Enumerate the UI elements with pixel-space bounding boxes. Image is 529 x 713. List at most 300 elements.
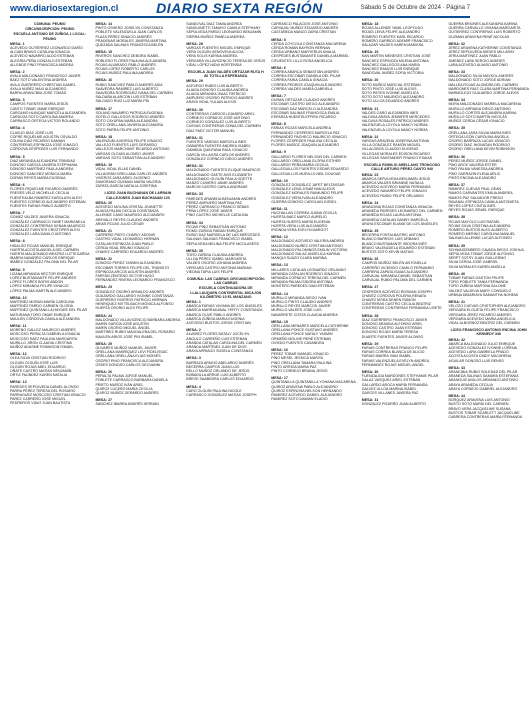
list-item: SEPULVEDA MELINA FELIPE NICOLASESS [186,241,259,246]
names-list [95,233,180,254]
list-item: SOTO ORELLANA JAVIERA ALEJANDRA [95,123,164,128]
list-item: GUERRA DONOSO CAROLAIN GISSEL [271,199,337,204]
list-item: GONZALEZ LEIVA JONATHAN ALEXIS [271,187,335,192]
list-item: SOTO MUÑOZ MARCIAL ESTEBAN [361,82,421,87]
names-list [186,361,265,382]
list-item: VIDAL LÓPEZ NIDIA HORTENSIA [186,62,242,67]
list-item: FERNANDEZ ROJAS MIGUEL ANGEL [361,362,425,367]
mesa-heading: MESA: 18 [95,134,113,139]
list-item: VERGARA ACEVEDO MARIA ANGELICA [448,316,516,321]
list-item: REYES ROJAS ISRAEL ENRIQUE [448,208,505,213]
list-item: MARÍN OSORIO MIGUEL ÁNGEL [95,326,151,331]
names-list [186,225,265,246]
list-item: LÓPEZ PALMA MARTÍN ALEJANDRO [10,288,72,293]
list-item: ARAYA VIDAL YULIAN ALEXIS [186,100,237,105]
mesa-heading: MESA: 7 [10,211,25,216]
list-item: FERNANDEZ CESPEDES MARCELA PAZ [271,130,340,135]
page-header [0,0,480,16]
list-item: CORNEJO GONZALEZ LUIS ALBERTO [186,120,251,125]
list-item: ROJAS PINO SEBASTIÁN ANTONIO [186,224,247,229]
list-item: DIAZ MIRANDA ALEJANDRA TRINIDAD [10,158,76,163]
names-list [10,272,89,293]
list-item: BARRAZA ARMIJO ABELARDO ANDRÉS [186,360,254,365]
list-item: GALLARDO PEÑA MARÍA CECILIA [271,163,329,168]
list-item: JIMENEZ LARA SERGIO ANDRES [448,58,505,63]
names-list [10,215,89,236]
list-item: VIEDMA TAPIA LUIS FELIPE [186,269,234,274]
list-item: OVIEDO FUENTES CASANDRA [271,340,324,345]
list-item: ABARCA VALDES BRIANNE NATALIA [361,180,424,185]
names-list [186,168,265,189]
list-item: MALDONADO SALAZ ANGÉLICA KARINA [271,251,340,256]
mesa-heading: MESA: 30 [361,370,379,375]
list-item: SILVA CERDA JOSÉ GABRIEL [448,260,499,265]
list-item: MIRANDA CORNEJO TERESA DEL CARMEN [271,275,346,280]
list-item: CHAVEZ MORA DENEN RAMON [361,297,416,302]
names-list [448,220,529,241]
list-item: CATALAN ESPINOZA JUAN PABLO [95,241,154,246]
names-list [448,248,529,269]
mesa-heading: MESA: 37 [448,182,466,187]
names-list [271,352,355,373]
list-item: ALLENDE PINO FRANCISCA ANDREA [10,62,74,67]
list-item: MALDONADO ACEVEDO VALERIA ANDREA [271,239,345,244]
list-item: FERNANDEZ PACHECO MAURICIO IGNACIO [271,134,347,139]
mesa-heading: MESA: 38 [448,215,466,220]
list-item: DUARTE FUENTES JAVIER ALONSO [361,334,424,339]
list-item: ROMERO FUENTES KARL RICARDO [361,34,424,39]
names-list [271,98,355,119]
list-item: ORELLANA ORELLANA ELIAS MOISÉS [95,354,161,359]
list-item: DONOSO MARTÍNEZ PAULA ANDREA [10,167,74,172]
list-item: LARA ACEVEDO ALVARO ANTONIO [448,62,508,67]
list-item: VARGAS ARAVENA JOSEFINA ANTONIA [361,139,430,144]
names-list [362,139,443,160]
list-item: IBÁÑEZ GONZÁLEZ PALOMA DEL PILAR [10,260,79,265]
list-item: GONZÁLEZ CORNEJO DIEGO ANDRÉS [186,156,253,161]
mesa-heading: MESA: 34 [186,220,203,225]
list-item: SOTELO GALLEGOS RODRIGO ANDRÉS [95,115,165,120]
list-item: ROJAS LOPEZ ROBERTO CARLOS [95,67,155,72]
list-item: ACEVEDO MOLINA CRISTAL JEANETTE [95,204,163,209]
list-item: LIZANA MIRANDA HÉCTOR ENRIQUE [10,271,74,276]
list-item: MOSCOSO SAEZ PAULINA MARGARITA [10,336,78,341]
list-item: MAULÉN CÓRDOVA CAMILA ALEJANDRA [10,316,80,321]
list-item: AYALA MALDONADO FRANCISCO JAVIER [10,74,81,79]
list-item: MARDONES RUIZ CLARA MARTINA FERNANDA [448,86,529,91]
list-item: URBINA DIMARIAYA SAMANTHA NOHEMI [448,292,518,297]
site-url[interactable]: www.diariosextaregion.cl [10,3,119,13]
mesa-heading: MESA: 23 [95,285,113,290]
list-item: ALLENDE CANO MAURICIO ALEJANDRO [95,213,165,218]
list-item: SOLANO NAVARRO PATRICIA EUGENIA [95,110,163,115]
names-list [362,374,443,395]
list-item: ABARCA ZÚÑIGA MARIA EUGENIA [186,316,245,321]
mesa-heading: MESA: 2 [10,70,25,75]
mesa-heading: MESA: 33 [448,70,466,75]
list-item: VERA SOLIS KARINA ANDREA [186,54,238,59]
list-item: BLANCO BARRIOS LUIS URBANO [361,237,420,242]
list-item: PINO PALMA VANESSA ANDREA [448,167,504,172]
list-item: GUTIERREZ CONTRERAS LUIS ROBERTO [448,30,521,35]
list-item: FARIAS ROJAS MARCELA ANDREA [271,126,331,131]
list-item: PAREDES ARANEDA BENJAMIN ANDRÉS [186,196,257,201]
list-item: ZAPATA GARCÍA NATALIA JOSEFINA [95,184,157,189]
list-item: ARAYA CORNEJO GABRIEL ALEJANDRO [448,386,518,391]
mesa-heading: MESA: 20 [361,78,379,83]
list-item: GALAZ VASQUEZ ARIEL ESTEBAN [361,378,421,383]
names-list [186,253,265,274]
list-item: ACEVEDO BUSTOS JORGE CRISTIAN [186,321,251,325]
list-item: QUIROZ LUCERO MARÍA CECILIA [95,386,153,391]
mesa-heading: MESA: 6 [10,182,25,187]
names-list [362,83,443,104]
list-item: GAMBOA QUINTANA RAUL IGNACIO [186,148,248,153]
list-item: REYES LÓPEZ CINTIA INES [448,203,496,208]
list-item: TORO ZUÑIGA MARTINA SALOME [448,284,507,289]
list-item: GONZÁLEZ GONZÁLEZ JAFET BELTASSAR [271,182,345,187]
list-item: PEREZ TOBAR MANUEL IGNACIO [271,352,329,357]
list-item: TORO POBLETE TANIA FERNANDA [448,280,509,285]
list-item: PINTO OSHERO JOSELYN CONSTANZA [95,26,163,31]
mesa-heading: MESA: 3 [10,98,25,103]
list-item: CARRASCO PALACIOS JOSÉ ANTONIO [271,22,338,26]
list-item: PINTO ARRIOA MARIA PAZ [271,364,317,369]
list-item: MALDONADO NUÑEZ CRISTIAN ANTONIO [271,243,343,248]
list-item: ARANCIBIA ROJAS CONSTANZA IGNACIA [361,204,433,209]
list-item: OSORIO DIAZ JHONATAN RODRIGO [448,143,510,148]
mesa-heading: MESA: 26 [361,257,379,262]
list-item: DONOSO CASTRO JUAN ESTEBAN [361,326,422,331]
list-item: VALENZUELA MORGA FELIPE IGNACIO [95,139,163,144]
list-item: OLGUÍN OLGUÍN JOSÉ LUIS [10,360,58,365]
mesa-heading: MESA: 8 [271,122,286,127]
list-item: MURILLO ARRIADA DIEGO ANTONIO [448,106,511,111]
list-item: ABARCA MARRADANAL YERTY CONSTANZA [186,308,263,313]
list-item: VILLEGAS SANTANDER FRANCO ESAIAS [361,155,433,160]
list-item: ORTEGA LEÓN CAROLINA ANGELA [448,134,509,139]
mesa-heading: MESA: 12 [271,235,288,240]
mesa-heading: MESA: 14 [271,291,288,296]
names-list [271,268,355,289]
names-list [448,187,529,212]
list-item: BLANCO BUSTAMANTE ISIDORA INÉS [361,241,427,246]
list-item: MURILLO MIRANDA DIEGO IVAN [271,295,327,300]
mesa-heading: MESA: 13 [271,263,288,268]
mesa-heading: MESA: 25 [361,228,379,233]
list-item: SALDAÑA ALARCON LUIS ESTEBAN [95,95,157,100]
list-item: ARANGUIZ AVALOS ARMANDO ANTONIO [448,378,518,383]
list-item: DONOSO SANCHEZ MONICA MARÍA [10,171,72,176]
list-item: IBARRA NAVARRO CARLOS ENRIQUE [10,256,75,261]
list-item: ESCOBAR SALINAS FRANCISCA EMILIA [271,110,340,115]
list-item: SOTO CAYUPAN MARÍA ALEJANDRA [95,119,158,124]
list-item: VERGARA CASTRO ANTONIA MARIAM [186,265,252,270]
list-item: CORREA FARIA CAMILA IGNACIA [271,78,328,83]
list-item: CARVAJAL MUÑOZ EDUARDO ANDRÉS [271,26,339,31]
list-item: MIRANDA CATALAN RODRIGO IGNACIO [271,271,340,276]
list-item: ESCOBAR TORRES FELIPE DEL TRÁNSITO [95,265,170,270]
list-item: BRAVO VERA JACQUELINE SUSANA [448,406,511,411]
mesa-heading: MESA: 39 [448,243,466,248]
text-column [10,22,89,710]
list-item: HUERTA BAEZ MARCO AURELIO [271,215,327,220]
list-item: PEREZ MUÑOZ JORGE DANIEL [448,158,502,163]
mesa-heading: MESA: 29 [186,79,203,84]
mesa-heading: MESA: 2 [186,328,201,333]
names-list [271,22,355,35]
list-item: ARANEDA ROJAS LAURA ANTONIA [361,213,422,218]
names-list [10,102,89,123]
list-item: FUENZALIDA MARDONES STEFHANIE PILAR [361,374,439,379]
mesa-heading: MESA: 43 [448,365,466,370]
list-item: BUSTOS SOTO KEVIN MATIAS [361,249,414,254]
list-item: SEPÚLVEDA TOBAR JORGE ALFONSO [448,251,515,256]
list-item: PEDREROS VIDAT JUAN BAUTISTA [10,401,71,406]
list-item: ARIAS ROJAS JULIO CÉSAR [95,221,144,226]
list-item: CERDA ROMAN BAYRON HERNAN [271,46,331,51]
mesa-heading: MESA: 26 [95,370,113,375]
mesa-heading: MESA: 28 [186,41,203,46]
names-list [186,140,265,161]
list-item: RIVEROS SANCHEZ DEBORA ISABEL [95,54,160,59]
list-item: MOSCOSO PERALTA GABRIELA IGNACIA [10,332,80,337]
names-list [271,42,355,63]
mesa-heading: MESA: 9 [10,267,25,272]
names-list [362,111,443,132]
list-item: CONTRERAS CASTRO CECILIA BEATRIZ [361,302,431,307]
list-item: ACEVEDO GUTIÉRREZ LEONARDO DARÍO [10,46,83,51]
list-item: ACEVEDO LARA GABRIELA PRADO [448,350,509,355]
list-item: MURILLO PINTO CLAUDIO ANDRES [271,299,332,304]
list-item: VARGAS OLGUÍN ALONSO JAVIER [95,151,155,156]
list-item: MALDONADO OLGUÍN PAULA ODETTE [186,176,253,181]
list-item: HIDALGO ROJAS MANUEL ENRIQUE [10,243,73,248]
list-item: ROMERO MERINO CAROLINA MANUEL [448,232,516,237]
list-item: ACEVEDO NAVARRO FELIPE IGNACIO [361,189,428,194]
list-item: FLORES MUÑOZ JOAQUÍN ALEJANDRO [271,143,340,148]
list-item: MURILLO REYES MARCOS JAVIER [271,304,331,309]
list-item: ROJAS SILVA CRISTINA ALEJANDRA [448,223,511,228]
list-item: PARRAGUEZ MOSCOSO CRISTIAN IGNACIO [10,393,86,398]
list-item: PEÑA LÓPEZ JOSÉ JAVIER [186,209,233,214]
mesa-heading: MESA: 13 [10,380,27,385]
list-item: SAN MARTIN MENESES CRISTIAN JOSÉ [361,54,431,59]
list-item: PLAZA PÉREZ IGNACIO ANDRÉS [95,34,152,39]
list-item: BORQUEZ ARAVENA LUIS ANTONIO [448,398,510,403]
mesa-heading: MESA: 23 [361,172,379,177]
list-item: MALDONADO PALOMINOS EMILIN VICTORIA [271,247,348,252]
list-item: MANZO CUMERO JAIME ANDRÉS [186,180,244,185]
list-item: CARVAJAL MIRANDA DANIEL SEBASTIAN [361,273,433,278]
list-item: QUIROZ MUÑOZ GERARDO ANDRÉS [95,391,159,396]
mesa-heading: MESA: 11 [10,324,27,328]
list-item: SAAVEDRA RODRÍGUEZ IVANA DEL CARMEN [95,91,173,96]
list-item: ROMERO BUSTOS ALEX ALBERTO [448,227,508,232]
list-item: ALIAGA PALMA CECILIA CONSTANZA [95,209,159,214]
names-list [10,46,89,67]
list-item: VALDES CARO ALEJANDRA INES [361,110,419,115]
list-item: LÓPEZ MIRANDA FELIPE IGNACIO [10,284,69,289]
list-item: BUSTOS TOBAR SCARLETT JACQUELINE [448,410,520,415]
list-item: SANCHEZ RAMOS LUIS ENRIQUE [361,67,420,72]
list-item: ACEVEDO NAVARRO ALDO ESTEBAN [10,54,75,59]
list-item: GALVEZ ULLOA MARINA ISABEL [361,386,417,391]
list-item: RAVANAL ESPINOZA CAMILA ANTONIETA [448,199,519,204]
list-item: HUERTA VERA LUIS ALEJANDRO [271,223,328,228]
mesa-heading: MESA: 21 [361,106,379,111]
names-list [95,26,180,47]
names-list [95,167,180,188]
list-item: MARMOLEJO GUAJARDO JORGE ALEXIS [448,91,519,96]
names-list [448,159,529,180]
list-item: FARIAS VALENZUELA EVELYN ANDREA [361,358,430,363]
list-item: HUCHALLAN CORREA JUANA CECILIA [271,211,337,216]
list-item: PERALTA PALMA JORGE MANUEL [95,374,154,379]
list-item: OLGUÍN ROJAS ABEL EDUARDO [10,364,66,369]
list-item: CASTAÑEDA MANZO ZAIRA CRISTIAN [271,30,336,35]
names-list [95,205,180,226]
list-item: RAMOS CARVANTES EMILIA ANDREA [448,191,513,196]
list-item: CARRERA ZAPATA ISAIAS ALEJANDRO [361,269,429,274]
list-item: GALLARDO ORELLANA GLORIA ESTHER [271,158,341,163]
names-list [10,159,89,180]
list-item: MALDONADO SILVA MAYKOL ANDRES [448,74,514,79]
mesa-heading: MESA: 4 [10,126,25,131]
mesa-heading: MESA: 19 [361,50,379,55]
mesa-heading: MESA: 25 [95,341,113,346]
list-item: ARAYA ARRIAGO SUSELA CONSTANZA [186,349,253,354]
list-item: DONOSO ROJAS MARÍA TERESA [361,330,419,335]
list-item: AYALA NUÑEZ MAXI ALEJANDRO [10,86,67,91]
mesa-heading: MESA: 35 [448,126,466,131]
names-list [95,54,180,75]
list-item: CERDA URBANO MARYERLIN ANALIA [271,50,336,55]
names-list [362,205,443,226]
list-item: MURILLO VALDES JOSE LUIS [271,308,322,313]
list-item: ACEVEDO ACEVEDO MARÍA FERNANDA [361,185,431,190]
list-item: VARGAS FUENTES MIGUEL ENRIQUE [186,46,251,51]
names-list [362,54,443,75]
list-item: ACOSTA ACOSTA CINDY MACARENA [448,354,512,359]
names-list [271,70,355,91]
names-list [95,261,180,282]
list-item: CONTRERAS ESPINOZA JOSÉ IGNACIO [10,143,79,148]
list-item: CARREÑO VICENCIO CAMILO FERNANDO [361,265,435,270]
list-item: CORREA VALDES MARÍA GABRIELA [271,86,333,91]
list-item: FARIAS CONTRERAS FRANCO FELIPE [361,346,428,351]
list-item: OSORIO PINO FRANCISCA ALEJANDRA [95,358,164,363]
names-list [271,296,355,317]
list-item: FUENTES FARIAS PABLO ALBERTO [10,203,71,208]
list-item: GOMEZ VALDES JAVIERA IGNACIA [10,215,70,220]
list-item: ESCOBAR DAZ MARCELO ALEJANDRA [271,106,338,111]
list-item: MONTERO PAREDES IVAN ESTEBAN [271,284,335,289]
text-column [271,22,355,710]
list-item: SEPÚLVEDA PARDO LEONARDO BENJAMÍN [186,30,262,35]
list-item: MARTÍNEZ RUBIO MAGDALENA DEL ROSARIO [95,330,175,335]
list-item: ZAMORANO GUZMAN MARÍA VALERIA [95,179,161,184]
mesa-heading: MESA: 19 [95,163,113,168]
mesa-heading: MESA: 44 [448,394,466,399]
names-list [448,398,529,419]
mesa-heading: MESA: 28 [361,313,379,318]
list-item: GALLEGUILLOS MURILLO NEIL DOUGAE [271,171,341,176]
list-item: ABARCA SEPULVEDA BENJAMIN JESÚS [361,176,431,181]
names-list [448,46,529,67]
names-list [186,22,265,39]
mesa-heading: MESA: 27 [95,398,113,403]
list-item: SANCHEZ GALLEGOS ANA MARIA [361,62,420,67]
list-item: BAEZ SOTO VALENTINA ANDREA [10,78,67,83]
list-item: CARREÑO PINTO CHARLY ADONIS [95,233,156,238]
list-item: VALLEJOS MARCHANT RICARDO ANTONIO [95,147,170,152]
names-list [448,370,529,391]
list-item: ROJAS ALVARADO PABLO ANDRÉS [95,62,156,67]
list-item: ARAYA ARANEDA CECILIA [448,382,493,387]
list-item: MALDONADO VILLAVICENCIO BÁRBARA ANDREA [95,317,181,322]
mesa-heading: MESA: 24 [361,200,379,205]
list-item: DONOSO ARANDA ALFONSO ARIEL [361,322,423,326]
mesa-heading: MESA: 34 [448,98,466,103]
mesa-heading: MESA: 22 [95,257,113,262]
list-item: PRADENAS MORALES JAVIERA MARTINA [95,38,167,43]
list-item: VELOZO CUEVAS CRISTOPHER ALEJANDRO [448,304,526,309]
list-item: PAREZ CARREÑO JOSÉ MIGUEL [10,397,66,402]
mesa-heading: MESA: 31 [361,398,379,403]
list-item: PÉREZ AMPUERO MARTINA PAZ [186,200,242,205]
names-list [95,139,180,160]
list-item: CHAVEZ CORDOVA POLERIA RENATA [361,293,427,298]
list-item: LÓPEZ FLORES BORIS ABDON [10,280,63,285]
names-list [271,183,355,204]
list-item: ESCOBAR CASTRO DIEGO ALEJANDRO [271,102,340,107]
list-item: QUINTANILLA QUINTANILLA YOHANA MACARENA [271,380,356,385]
list-item: MURILLO JIRÓN CLAUDIA CRISTINA [10,340,72,345]
names-list [10,385,89,406]
list-item: ROJAS MUÑOZ PAULINA ANDREA [95,71,154,76]
section-heading: LICEO JUAN BUCHANAN DE LARRAIN CALLEJONES JUAN BUCHANAN 120 [104,191,172,200]
list-item: DURAN ORTÚZAR CLAUDIO ANDRÉS [271,98,336,103]
list-item: BUSTO SOTO MARÍA DEL CARMEN [448,402,509,407]
mesa-heading: MESA: 35 [186,248,203,253]
list-item: ROJAS ALLENDE YAMIL LEOPOLDO [361,26,423,31]
list-item: CORREA PEDROS JOAQUIN ALEJANDRO [271,82,342,87]
list-item: PAREDES SEPÚLVEDA DANIEL ALONSO [10,384,79,389]
list-item: CESPEDES ACEVEDO ROSMAN JOSEPH [361,289,432,294]
names-list [10,131,89,152]
list-item: CÓRDOVA CÉSPEDES LUIS FERNANDO [10,147,79,152]
list-item: BECERRA CAMPOS JUAN LUIS [186,364,240,369]
mesa-heading: MESA: 21 [95,228,113,233]
mesa-heading: MESA: 10 [10,295,27,300]
list-item: SIERRA MUÑOZ PAMELA ANDREA [186,34,245,39]
list-item: ORELLANA MANRÍQUEZ LEVI FIDELISSAC [95,350,168,355]
list-item: MALDONADO GAETE AVIS ELIZABETH [186,172,252,177]
list-item: ALEGRÍA PEÑA GONZALO ESTEBAN [10,58,73,63]
list-item: SANGUINETTI TAMAYO CAMILA STEPHANY [186,26,261,31]
list-item: PINO ORELLANA TAMARA PAULINA [271,360,332,365]
list-item: ARANEDA PAREDES LEONARDO DEL CARMEN [361,209,443,214]
list-item: GONZÁLEZ VERA IVÁN ALEJANDRO [271,195,333,200]
list-item: CHAVEZ CARREÑO EDUARDO ANDRÉS [95,249,164,254]
list-item: OSORIO BARRAZA LUCAS IGNACIO [448,139,510,144]
mesa-heading: MESA: 12 [10,352,27,357]
list-item: GONZÁLEZ CARRASCO YANET MARIANELA [10,219,86,224]
list-item: CASTRO VIDAL LEONARDO HERNÁN [95,237,160,242]
mesa-heading: MESA: 24 [95,313,113,318]
list-item: FARIAS CORREA BLANCA DE ALICIO [361,350,425,355]
